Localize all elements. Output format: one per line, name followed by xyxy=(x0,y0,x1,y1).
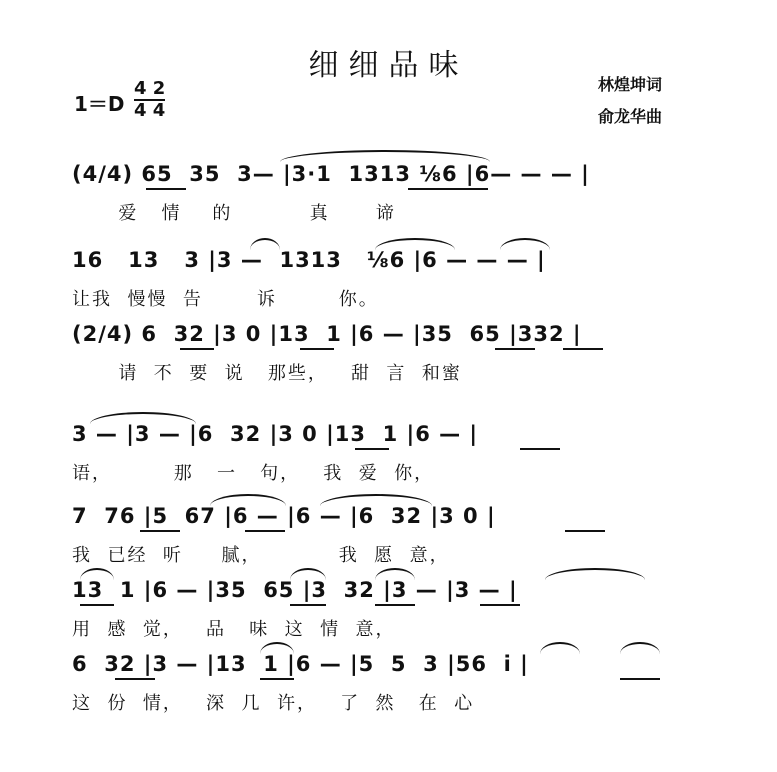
notation-row: 16 13 3 |3 — 1313 ⅛6 |6 — — — | xyxy=(72,248,546,272)
underline-mark xyxy=(115,678,155,680)
underline-mark xyxy=(146,188,186,190)
lyrics-row: 让我 慢慢 告 诉 你。 xyxy=(72,289,379,310)
underline-mark xyxy=(565,530,605,532)
notation-row: 3 — |3 — |6 32 |3 0 |13 1 |6 — | xyxy=(72,422,479,446)
underline-mark xyxy=(355,448,389,450)
notation-row: (2/4) 6 32 |3 0 |13 1 |6 — |35 65 |332 | xyxy=(72,322,582,346)
underline-mark xyxy=(480,604,520,606)
notation-row: 7 76 |5 67 |6 — |6 — |6 32 |3 0 | xyxy=(72,504,496,528)
underline-mark xyxy=(375,604,415,606)
underline-mark xyxy=(80,604,114,606)
underline-mark xyxy=(260,678,294,680)
underline-mark xyxy=(563,348,603,350)
notation-row: 6 32 |3 — |13 1 |6 — |5 5 3 |56 i | xyxy=(72,652,529,676)
time-signature xyxy=(134,80,165,120)
lyricist-credit: 林煌坤词 xyxy=(598,75,663,94)
score-line-1 xyxy=(0,150,777,236)
score-line-7 xyxy=(0,640,777,726)
lyrics-row: 爱 情 的 真 谛 xyxy=(72,203,396,224)
time-signature-top: 4 2 xyxy=(134,78,166,99)
underline-mark xyxy=(520,448,560,450)
underline-mark xyxy=(245,530,285,532)
underline-mark xyxy=(408,188,488,190)
underline-mark xyxy=(140,530,180,532)
lyrics-row: 语， 那 一 句， 我 爱 你， xyxy=(72,463,435,484)
lyrics-row: 请 不 要 说 那些， 甜 言 和蜜 xyxy=(72,363,462,384)
underline-mark xyxy=(620,678,660,680)
lyrics-row: 这 份 情， 深 几 许， 了 然 在 心 xyxy=(72,693,475,714)
composer-credit: 俞龙华曲 xyxy=(598,107,663,126)
underline-mark xyxy=(180,348,214,350)
lyrics-row: 用 感 觉， 品 味 这 情 意， xyxy=(72,619,396,640)
time-signature-bottom: 4 4 xyxy=(134,100,166,121)
song-title: 细细品味 xyxy=(308,48,469,83)
key-signature: 1＝D xyxy=(74,92,125,116)
underline-mark xyxy=(300,348,334,350)
lyrics-row: 我 已经 听 腻， 我 愿 意， xyxy=(72,545,450,566)
underline-mark xyxy=(290,604,326,606)
underline-mark xyxy=(495,348,535,350)
notation-row: 13 1 |6 — |35 65 |3 32 |3 — |3 — | xyxy=(72,578,518,602)
score-line-4 xyxy=(0,410,777,496)
notation-row: (4/4) 65 35 3— |3·1 1313 ⅛6 |6— — — | xyxy=(72,162,590,186)
score-line-3 xyxy=(0,310,777,396)
